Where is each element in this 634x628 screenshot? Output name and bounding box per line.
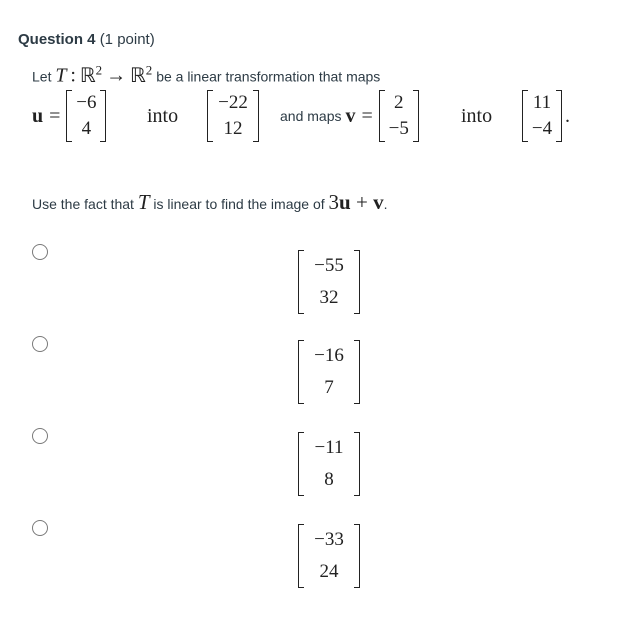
maps-arrow: →	[106, 64, 127, 87]
into-word: into	[147, 104, 179, 127]
matrix-entry: 4	[81, 118, 92, 139]
v-symbol: v	[345, 104, 356, 127]
target-expression: 3u + v	[328, 190, 384, 214]
u-image-vector	[207, 90, 259, 142]
v-definition	[280, 86, 419, 146]
period: .	[565, 104, 570, 127]
choice-4-radio[interactable]	[32, 520, 48, 536]
choice-2-matrix	[298, 340, 360, 404]
problem-statement-line-2	[32, 86, 602, 146]
matrix-entry: 8	[324, 469, 334, 490]
transformation-symbol: T	[55, 64, 67, 87]
matrix-entry: 11	[532, 92, 552, 113]
v-vector	[379, 90, 419, 142]
choice-3-matrix	[298, 432, 360, 496]
matrix-entry: 12	[223, 118, 243, 139]
v-image-vector	[522, 90, 562, 142]
matrix-entry: −4	[531, 118, 553, 139]
question-points: (1 point)	[99, 31, 155, 48]
colon: :	[70, 64, 76, 87]
instruction-text: Use the fact that T is linear to find the image of 3u + v.	[32, 190, 388, 214]
problem-statement-line-1	[32, 62, 380, 88]
matrix-entry: −33	[314, 529, 344, 550]
u-definition	[32, 86, 106, 146]
u-image-wrap	[207, 86, 259, 146]
question-number: Question 4	[18, 31, 96, 48]
u-vector	[66, 90, 106, 142]
into-word-2-wrap	[461, 86, 492, 146]
matrix-entry: −22	[218, 92, 248, 113]
codomain-space: ℝ$^2$	[129, 62, 153, 87]
choice-4-matrix	[298, 524, 360, 588]
transformation-description: be a linear transformation that maps	[156, 68, 381, 85]
instruction-part-2: is linear to find the image of	[153, 196, 325, 212]
and-maps-text: and maps	[280, 108, 342, 124]
matrix-entry: −5	[388, 118, 409, 139]
v-image-wrap	[522, 86, 570, 146]
u-symbol: u	[32, 104, 44, 127]
transformation-symbol: T	[137, 190, 150, 214]
equals-sign: =	[361, 104, 373, 127]
matrix-entry: 32	[319, 287, 339, 308]
matrix-entry: −55	[314, 255, 344, 276]
let-word: Let	[32, 68, 52, 85]
matrix-entry: 2	[394, 92, 404, 113]
matrix-entry: 7	[324, 377, 334, 398]
into-word: into	[461, 104, 493, 127]
choice-3-radio[interactable]	[32, 428, 48, 444]
instruction-part-1: Use the fact that	[32, 196, 134, 212]
matrix-entry: 24	[319, 561, 339, 582]
choice-1-radio[interactable]	[32, 244, 48, 260]
matrix-entry: −16	[314, 345, 344, 366]
question-title	[18, 31, 155, 48]
choice-1-matrix	[298, 250, 360, 314]
domain-space: ℝ$^2$	[79, 62, 103, 87]
choice-2-radio[interactable]	[32, 336, 48, 352]
into-word-1-wrap	[147, 86, 178, 146]
matrix-entry: −11	[314, 437, 344, 458]
equals-sign: =	[49, 104, 61, 127]
matrix-entry: −6	[76, 92, 97, 113]
